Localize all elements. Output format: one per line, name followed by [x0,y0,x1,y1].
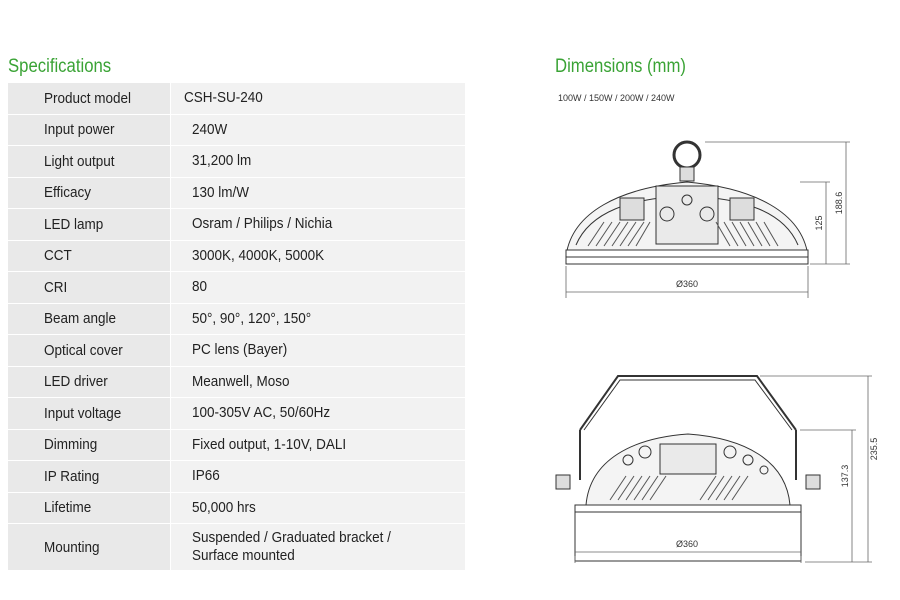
row-label: Beam angle [44,310,117,328]
row-label: CRI [44,278,68,296]
row-label: CCT [44,247,72,265]
row-label: IP Rating [44,467,100,485]
row-value: CSH-SU-240 [184,89,263,107]
row-label: Light output [44,152,115,170]
bottom-diameter-label: Ø360 [675,539,699,549]
row-value: Osram / Philips / Nichia [192,215,333,233]
bottom-dimension-drawing [556,376,872,563]
row-label: Efficacy [44,184,92,202]
row-value: Fixed output, 1-10V, DALI [192,435,347,453]
row-value: 130 lm/W [192,183,250,201]
row-label: Product model [44,89,132,107]
row-label: Input voltage [44,404,122,422]
top-body-height-label: 125 [814,215,824,231]
row-label: Mounting [44,538,100,556]
bottom-total-height-label: 235.5 [869,437,879,461]
base-ring-bottom [575,505,801,561]
row-value: 100-305V AC, 50/60Hz [192,404,331,422]
row-value: 3000K, 4000K, 5000K [192,246,325,264]
wattage-variants: 100W / 150W / 200W / 240W [558,93,675,103]
specifications-title: Specifications [8,56,112,77]
row-value: 240W [192,120,228,138]
row-value: Meanwell, Moso [192,372,290,390]
row-value: PC lens (Bayer) [192,341,288,359]
row-label: Input power [44,121,115,139]
dimensions-title: Dimensions (mm) [555,56,686,77]
row-value: 31,200 lm [192,152,252,170]
row-value-line1: Suspended / Graduated bracket / [192,529,391,546]
row-value: 50°, 90°, 120°, 150° [192,309,312,327]
top-diameter-label: Ø360 [675,279,699,289]
row-label: Lifetime [44,499,92,517]
row-label: Dimming [44,436,98,454]
row-label: Optical cover [44,341,123,359]
row-value: 50,000 hrs [192,498,256,516]
graduated-bracket [580,376,796,430]
hanging-ring [674,142,700,168]
row-label: LED lamp [44,215,104,233]
row-value: IP66 [192,467,220,485]
row-label: LED driver [44,373,108,391]
bottom-body-height-label: 137.3 [840,464,850,488]
row-value-line2: Surface mounted [192,547,295,564]
top-total-height-label: 188.6 [834,191,844,215]
row-value: 80 [192,278,208,296]
